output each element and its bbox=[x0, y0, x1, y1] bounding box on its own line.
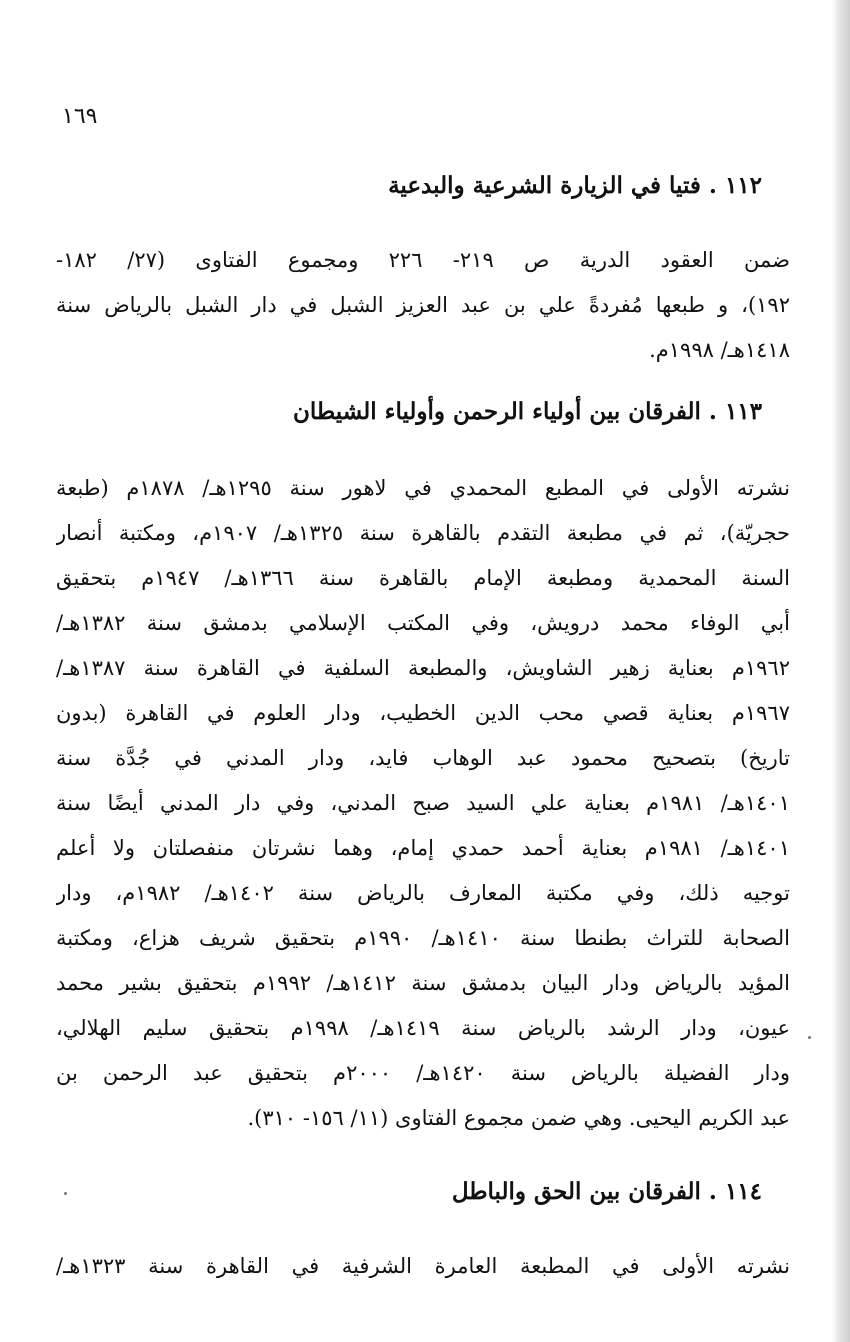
body-line: السنة المحمدية ومطبعة الإمام بالقاهرة سنة ١٣٦٦هـ/ ١٩٤٧م بتحقيق bbox=[56, 566, 790, 590]
entry-body-112 bbox=[56, 238, 790, 373]
page-number: ١٦٩ bbox=[62, 104, 98, 129]
entry-body-113 bbox=[56, 466, 790, 1141]
entry-body-114 bbox=[56, 1244, 790, 1289]
body-line: تاريخ) بتصحيح محمود عبد الوهاب فايد، ودار المدني في جُدَّة سنة bbox=[56, 746, 790, 770]
body-line: توجيه ذلك، وفي مكتبة المعارف بالرياض سنة ١٤٠٢هـ/ ١٩٨٢م، ودار bbox=[56, 881, 790, 905]
body-line: أبي الوفاء محمد درويش، وفي المكتب الإسلامي بدمشق سنة ١٣٨٢هـ/ bbox=[56, 611, 790, 635]
scan-speck bbox=[808, 1036, 811, 1039]
entry-heading-114: ١١٤ . الفرقان بين الحق والباطل bbox=[451, 1178, 762, 1205]
body-line: ضمن العقود الدرية ص ٢١٩- ٢٢٦ ومجموع الفتاوى (٢٧/ ١٨٢- bbox=[56, 248, 790, 272]
body-line: ودار الفضيلة بالرياض سنة ١٤٢٠هـ/ ٢٠٠٠م بتحقيق عبد الرحمن بن bbox=[56, 1061, 790, 1085]
body-line: نشرته الأولى في المطبعة العامرة الشرفية في القاهرة سنة ١٣٢٣هـ/ bbox=[56, 1254, 790, 1278]
scan-speck bbox=[64, 1192, 67, 1195]
body-line: ١٩٢)، و طبعها مُفردةً علي بن عبد العزيز الشبل في دار الشبل بالرياض سنة bbox=[56, 293, 790, 317]
body-line: عيون، ودار الرشد بالرياض سنة ١٤١٩هـ/ ١٩٩٨م بتحقيق سليم الهلالي، bbox=[56, 1016, 790, 1040]
body-line: المؤيد بالرياض ودار البيان بدمشق سنة ١٤١٢هـ/ ١٩٩٢م بتحقيق بشير محمد bbox=[56, 971, 790, 995]
entry-heading-113: ١١٣ . الفرقان بين أولياء الرحمن وأولياء الشيطان bbox=[293, 398, 762, 425]
page-edge-shadow bbox=[832, 0, 850, 1342]
body-line: الصحابة للتراث بطنطا سنة ١٤١٠هـ/ ١٩٩٠م بتحقيق شريف هزاع، ومكتبة bbox=[56, 926, 790, 950]
body-line: حجريّة)، ثم في مطبعة التقدم بالقاهرة سنة ١٣٢٥هـ/ ١٩٠٧م، ومكتبة أنصار bbox=[56, 521, 790, 545]
body-line: عبد الكريم اليحيى. وهي ضمن مجموع الفتاوى (١١/ ١٥٦- ٣١٠). bbox=[247, 1106, 790, 1130]
body-line: ١٤٠١هـ/ ١٩٨١م بعناية علي السيد صبح المدني، وفي دار المدني أيضًا سنة bbox=[56, 791, 790, 815]
body-line: نشرته الأولى في المطبع المحمدي في لاهور سنة ١٢٩٥هـ/ ١٨٧٨م (طبعة bbox=[56, 476, 790, 500]
body-line: ١٤١٨هـ/ ١٩٩٨م. bbox=[649, 338, 790, 362]
body-line: ١٩٦٧م بعناية قصي محب الدين الخطيب، ودار العلوم في القاهرة (بدون bbox=[56, 701, 790, 725]
entry-heading-112: ١١٢ . فتيا في الزيارة الشرعية والبدعية bbox=[388, 172, 762, 199]
body-line: ١٤٠١هـ/ ١٩٨١م بعناية أحمد حمدي إمام، وهما نشرتان منفصلتان ولا أعلم bbox=[56, 836, 790, 860]
body-line: ١٩٦٢م بعناية زهير الشاويش، والمطبعة السلفية في القاهرة سنة ١٣٨٧هـ/ bbox=[56, 656, 790, 680]
